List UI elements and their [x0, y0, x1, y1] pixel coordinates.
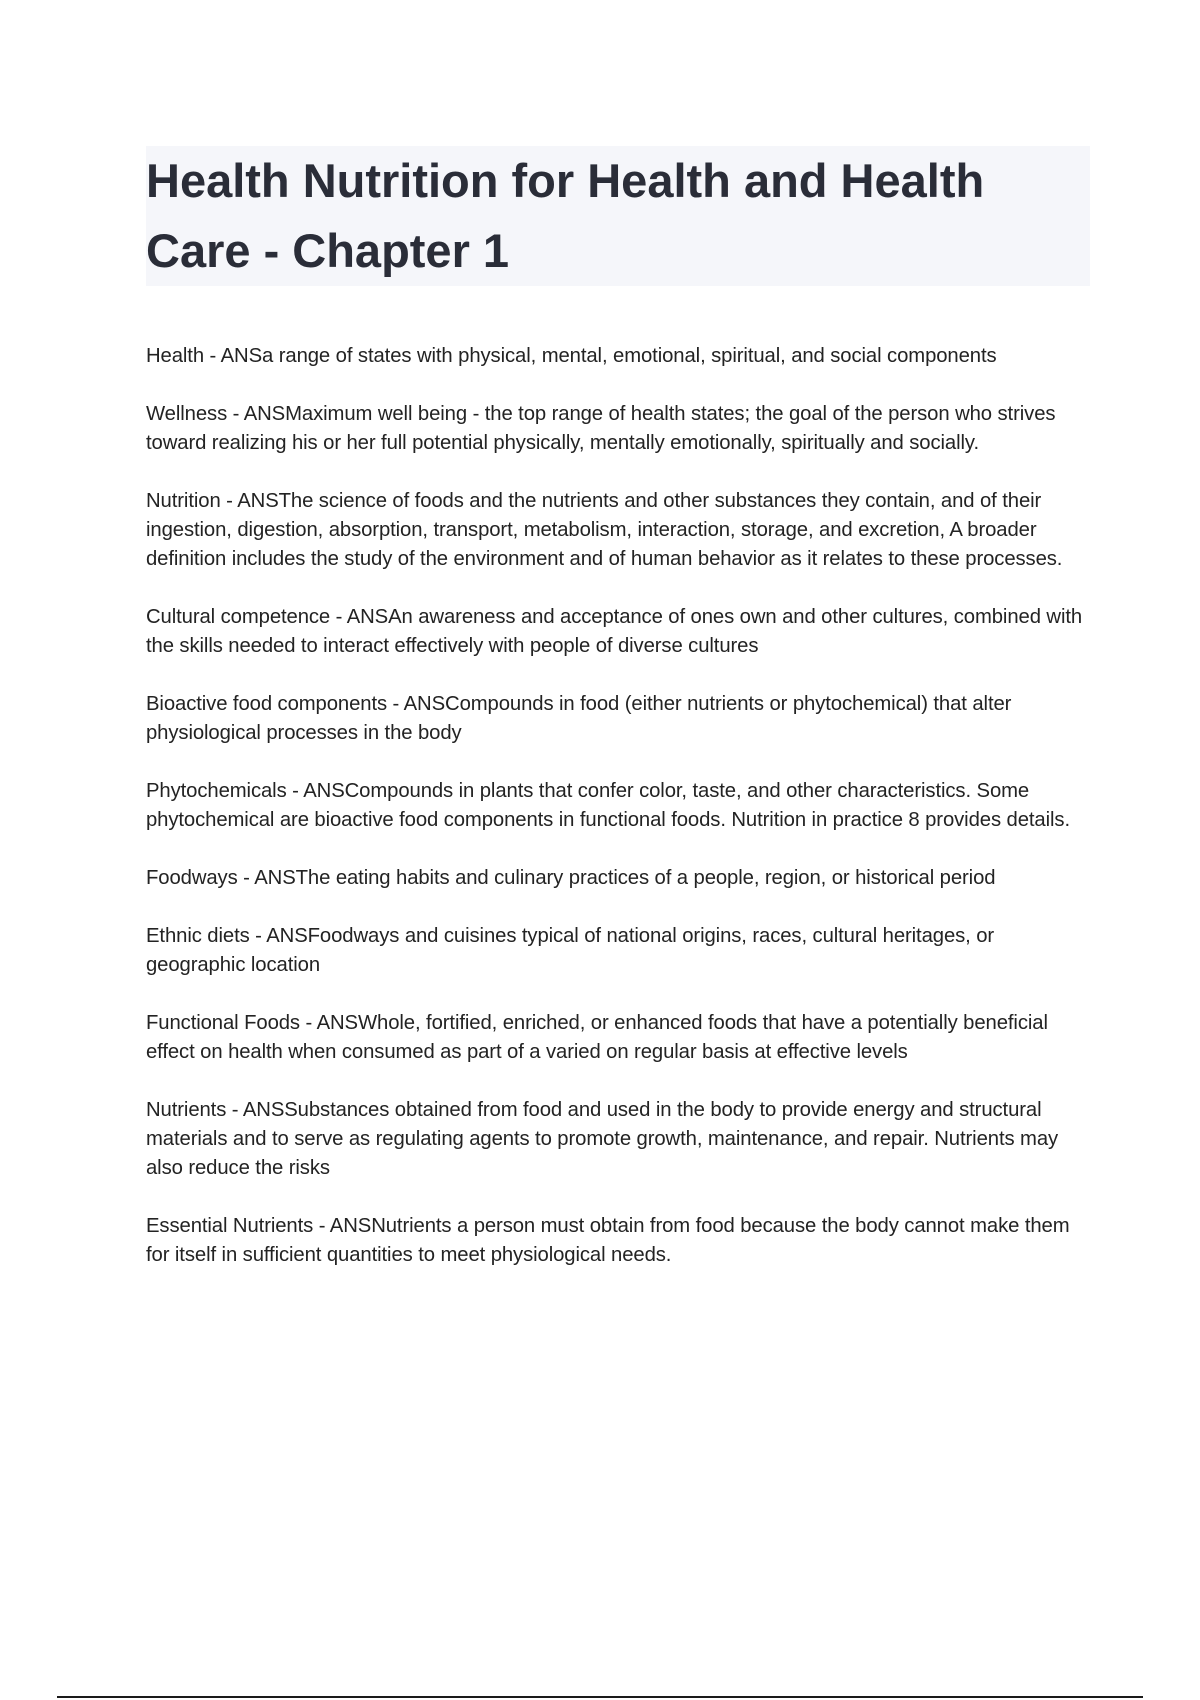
definition-entry-wellness: Wellness - ANSMaximum well being - the top range of health states; the goal of the person who strives toward realizing his or her full potential physically, mentally emotionally, spiritually and socially. [146, 403, 1056, 454]
definition-entry-nutrients: Nutrients - ANSSubstances obtained from food and used in the body to provide energy and structural materials and to serve as regulating agents to promote growth, maintenance, and repair. Nutrients may also reduce the risks [146, 1099, 1059, 1179]
document-title: Health Nutrition for Health and Health Care - Chapter 1 [146, 154, 985, 277]
definition-entry-cultural-competence: Cultural competence - ANSAn awareness and acceptance of ones own and other cultures, combined with the skills needed to interact effectively with people of diverse cultures [146, 606, 1083, 657]
definition-entry-health: Health - ANSa range of states with physical, mental, emotional, spiritual, and social components [146, 345, 997, 367]
definition-entry-nutrition: Nutrition - ANSThe science of foods and the nutrients and other substances they contain, and of their ingestion, digestion, absorption, transport, metabolism, interaction, storage, and excretion, A broader definition includes the study of the environment and of human behavior as it relates to these processes. [146, 490, 1063, 570]
title-block [146, 146, 1090, 286]
definition-entry-ethnic-diets: Ethnic diets - ANSFoodways and cuisines typical of national origins, races, cultural heritages, or geographic location [146, 925, 995, 976]
definition-list [146, 342, 1090, 1299]
footer-divider [57, 1696, 1143, 1698]
definition-entry-phytochemicals: Phytochemicals - ANSCompounds in plants that confer color, taste, and other characteristics. Some phytochemical are bioactive food components in functional foods. Nutrition in practice 8 provides details. [146, 780, 1070, 831]
definition-entry-foodways: Foodways - ANSThe eating habits and culinary practices of a people, region, or historical period [146, 867, 996, 889]
definition-entry-functional-foods: Functional Foods - ANSWhole, fortified, enriched, or enhanced foods that have a potentially beneficial effect on health when consumed as part of a varied on regular basis at effective levels [146, 1012, 1048, 1063]
definition-entry-essential-nutrients: Essential Nutrients - ANSNutrients a person must obtain from food because the body cannot make them for itself in sufficient quantities to meet physiological needs. [146, 1215, 1070, 1266]
definition-entry-bioactive-food-components: Bioactive food components - ANSCompounds in food (either nutrients or phytochemical) that alter physiological processes in the body [146, 693, 1012, 744]
